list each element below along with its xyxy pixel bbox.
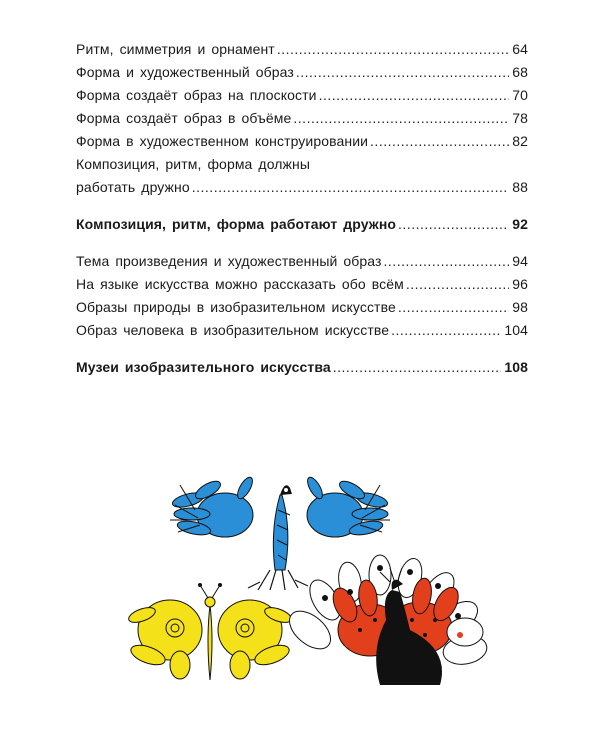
dot-leader [319,84,510,107]
toc-entry-title: Тема произведения и художественный образ [76,253,382,269]
dot-leader [384,250,510,273]
toc-entry-title: Композиция, ритм, форма работают дружно [76,216,397,232]
toc-entry[interactable] [76,107,528,130]
dot-leader [370,130,509,153]
toc-entry[interactable] [76,319,528,342]
toc-entry[interactable] [76,61,528,84]
toc-entry-title-line2: работать дружно [76,179,190,195]
toc-entry-title: Образы природы в изобразительном искусстве [76,299,396,315]
toc-entry-page: 68 [512,64,528,80]
toc-section-heading[interactable] [76,213,528,236]
toc-entry-page: 98 [512,299,528,315]
dot-leader [293,107,509,130]
toc-entry-title: Ритм, симметрия и орнамент [76,41,275,57]
toc-entry-title: Форма в художественном конструировании [76,133,369,149]
dot-leader [192,176,509,199]
handprint-illustration [120,470,500,720]
dot-leader [406,273,509,296]
toc-entry-page: 64 [512,41,528,57]
toc-entry-page: 104 [504,322,528,338]
dot-leader [398,213,509,236]
toc-entry-page: 88 [512,179,528,195]
dot-leader [277,38,509,61]
toc-entry-page: 94 [512,253,528,269]
toc-entry-page: 96 [512,276,528,292]
butterfly-handprint-icon [127,583,293,680]
toc-entry-title: Музеи изобразительного искусства [76,359,331,375]
toc-entry[interactable] [76,250,528,273]
toc-entry-title: Образ человека в изобразительном искусстве [76,322,390,338]
toc-entry[interactable] [76,130,528,153]
toc-group-museums [76,356,528,379]
toc-entry-page: 82 [512,133,528,149]
dot-leader [296,61,509,84]
dot-leader [398,296,509,319]
toc-entry-page: 108 [504,359,528,375]
table-of-contents [76,38,528,379]
toc-entry[interactable] [76,296,528,319]
toc-group-composition [76,213,528,236]
toc-entry-title: Форма и художественный образ [76,64,294,80]
peacock-handprint-icon [283,555,489,685]
dot-leader [391,319,501,342]
toc-entry-page: 70 [512,87,528,103]
toc-entry-row2 [76,176,528,199]
toc-entry-page: 78 [512,110,528,126]
toc-entry-title-line1: Композиция, ритм, форма должны [76,156,311,172]
toc-entry-page: 92 [512,216,528,232]
toc-entry[interactable] [76,153,528,199]
toc-entry[interactable] [76,38,528,61]
toc-entry[interactable] [76,273,528,296]
toc-entry-title: На языке искусства можно рассказать обо всём [76,276,404,292]
toc-group-theme [76,250,528,342]
toc-section-heading[interactable] [76,356,528,379]
toc-entry-title: Форма создаёт образ на плоскости [76,87,317,103]
toc-entry-title: Форма создаёт образ в объёме [76,110,292,126]
toc-entry[interactable] [76,84,528,107]
toc-group-form [76,38,528,199]
dot-leader [333,356,502,379]
